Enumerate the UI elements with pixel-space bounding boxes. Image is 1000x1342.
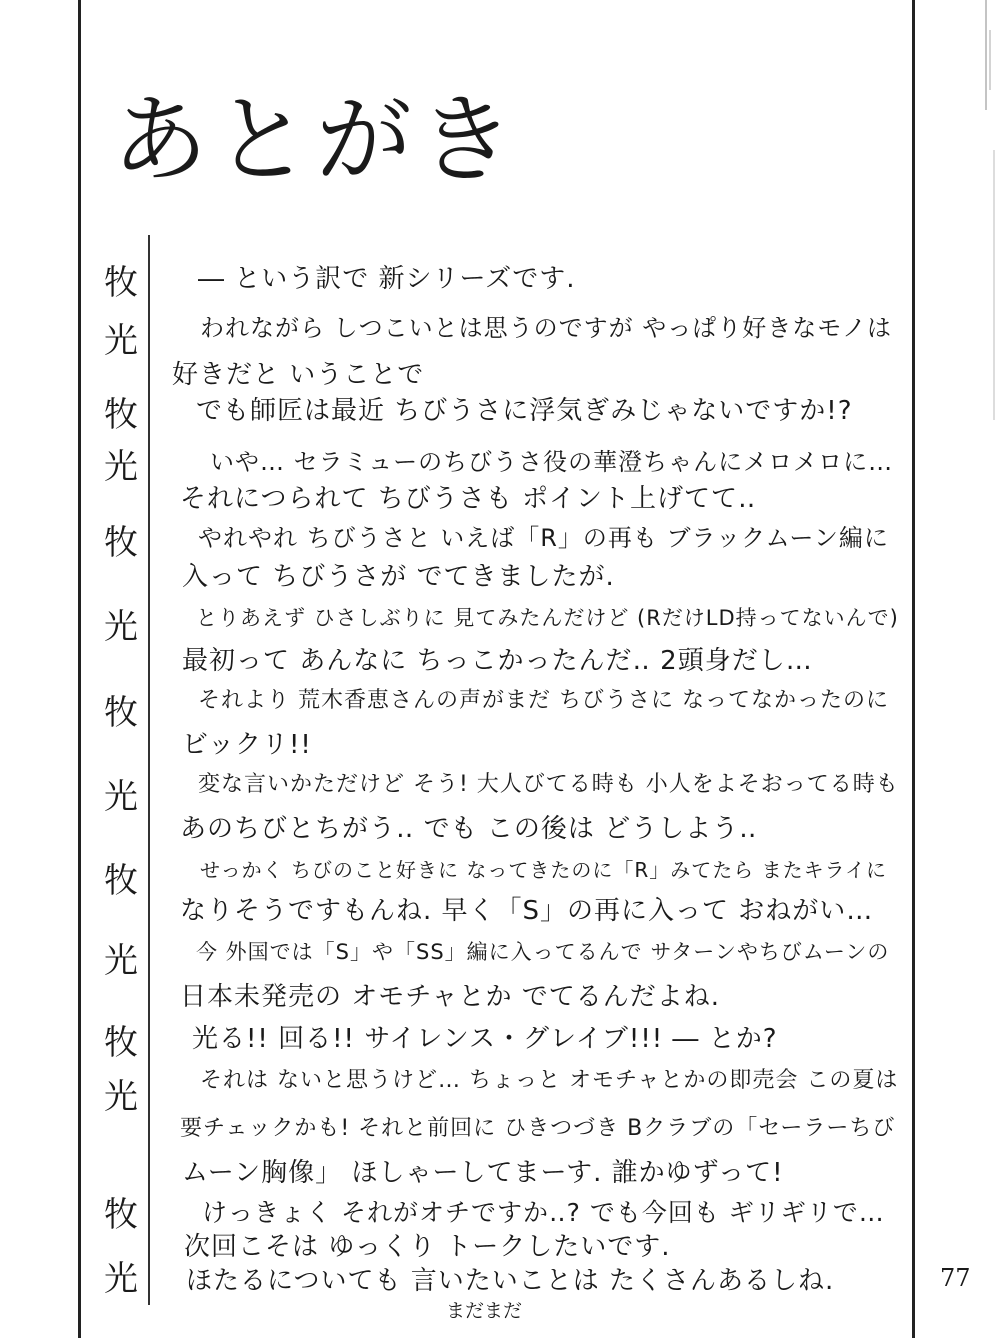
- dialogue-line: けっきょく それがオチですか‥? でも今回も ギリギリで…: [202, 1198, 885, 1227]
- speaker-maki: 牧: [104, 395, 138, 435]
- dialogue-line: ― という訳で 新シリーズです.: [198, 264, 576, 294]
- dialogue-line: いや… セラミューのちびうさ役の華澄ちゃんにメロメロに…: [210, 448, 894, 476]
- speaker-divider: [148, 235, 150, 1305]
- dialogue-line: せっかく ちびのこと好きに なってきたのに「R」みてたら またキライに: [200, 858, 887, 882]
- speaker-hikaru: 光: [104, 321, 138, 361]
- small-note: まだまだ: [446, 1300, 523, 1322]
- dialogue-line: 要チェックかも! それと前回に ひきつづき Bクラブの「セーラーちび: [180, 1116, 896, 1141]
- dialogue-line: 今 外国では「S」や「SS」編に入ってるんで サターンやちびムーンの: [196, 940, 890, 964]
- speaker-hikaru: 光: [104, 777, 138, 817]
- speaker-maki: 牧: [104, 1023, 138, 1063]
- speaker-hikaru: 光: [104, 447, 138, 487]
- dialogue-line: それより 荒木香恵さんの声がまだ ちびうさに なってなかったのに: [198, 688, 889, 713]
- page-frame-left: [78, 0, 81, 1338]
- speaker-maki: 牧: [104, 263, 138, 303]
- speaker-maki: 牧: [104, 693, 138, 733]
- dialogue-line: それは ないと思うけど… ちょっと オモチャとかの即売会 この夏は: [200, 1068, 899, 1093]
- dialogue-line: 変な言いかただけど そう! 大人びてる時も 小人をよそおってる時も: [198, 772, 899, 797]
- page-frame-right: [912, 0, 915, 1338]
- dialogue-line: やれやれ ちびうさと いえば「R」の再も ブラックムーン編に: [198, 524, 889, 552]
- dialogue-line: 次回こそは ゆっくり トークしたいです.: [184, 1232, 671, 1262]
- dialogue-line: 入って ちびうさが でてきましたが.: [182, 562, 615, 592]
- dialogue-line: それにつられて ちびうさも ポイント上げてて‥: [180, 484, 757, 514]
- speaker-maki: 牧: [104, 861, 138, 901]
- speaker-maki: 牧: [104, 1195, 138, 1235]
- page-number: 77: [940, 1264, 971, 1292]
- dialogue-line: われながら しつこいとは思うのですが やっぱり好きなモノは: [200, 314, 893, 342]
- dialogue-line: とりあえず ひさしぶりに 見てみたんだけど (RだけLD持ってないんで): [196, 606, 899, 630]
- speaker-maki: 牧: [104, 523, 138, 563]
- speaker-hikaru: 光: [104, 1259, 138, 1299]
- dialogue-line: あのちびとちがう‥ でも この後は どうしよう‥: [180, 814, 758, 844]
- dialogue-line: なりそうですもんね. 早く「S」の再に入って おねがい…: [180, 896, 874, 926]
- speaker-hikaru: 光: [104, 607, 138, 647]
- dialogue-line: ムーン胸像」 ほしゃーしてまーす. 誰かゆずって!: [182, 1158, 784, 1188]
- dialogue-line: 日本未発売の オモチャとか でてるんだよね.: [180, 982, 721, 1012]
- edge-marks-graphic: [982, 0, 1000, 1338]
- edge-marks: [982, 0, 1000, 1338]
- dialogue-line: 好きだと いうことで: [172, 360, 425, 390]
- dialogue-line: ビックリ!!: [182, 730, 312, 760]
- dialogue-line: 光る!! 回る!! サイレンス・グレイブ!!! ― とか?: [192, 1024, 778, 1054]
- dialogue-line: ほたるについても 言いたいことは たくさんあるしね.: [186, 1266, 835, 1296]
- page-title: あとがき: [112, 84, 520, 196]
- speaker-hikaru: 光: [104, 1077, 138, 1117]
- speaker-hikaru: 光: [104, 941, 138, 981]
- dialogue-line: でも師匠は最近 ちびうさに浮気ぎみじゃないですか!?: [196, 396, 853, 426]
- dialogue-line: 最初って あんなに ちっこかったんだ‥ 2頭身だし…: [182, 646, 813, 676]
